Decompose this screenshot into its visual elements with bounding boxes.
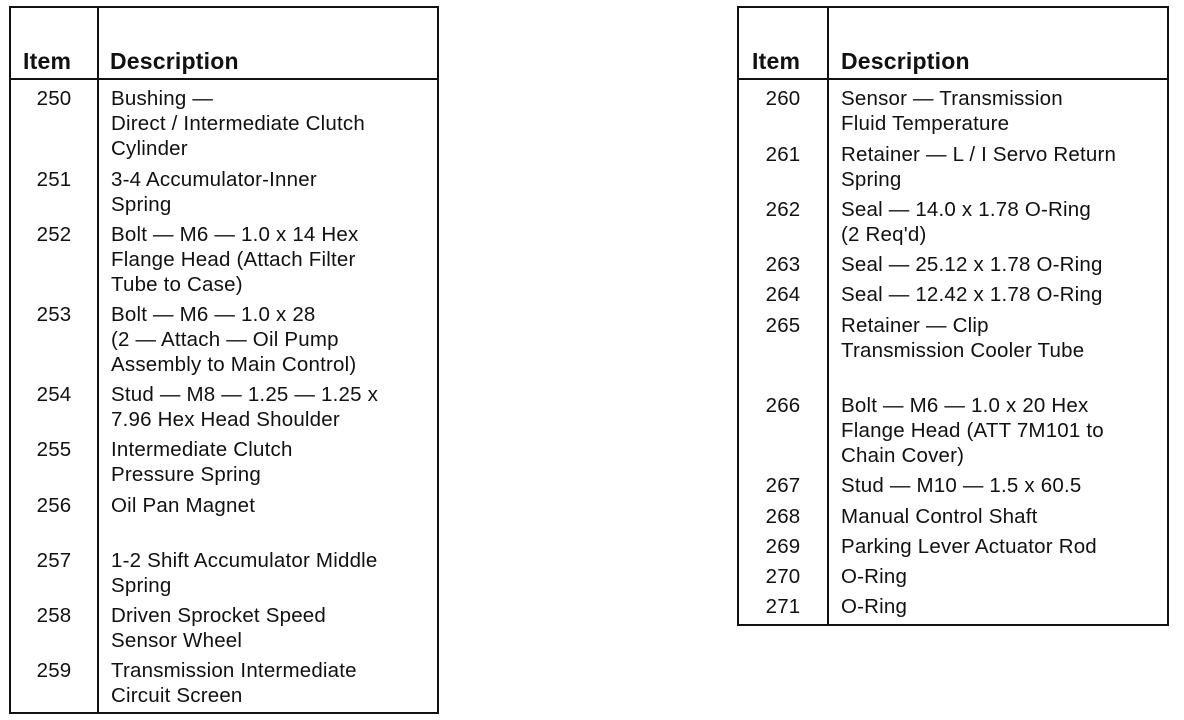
item-number: 251 (36, 168, 72, 191)
item-description: Retainer — L / I Servo Return Spring (841, 143, 1117, 191)
item-description: Oil Pan Magnet (111, 494, 256, 517)
item-number: 259 (36, 659, 72, 682)
item-number: 261 (765, 143, 801, 166)
item-description: 1-2 Shift Accumulator Middle Spring (111, 549, 378, 597)
item-number: 254 (36, 383, 72, 406)
item-description: Stud — M8 — 1.25 — 1.25 x 7.96 Hex Head Shoulder (111, 383, 379, 431)
item-description: Driven Sprocket Speed Sensor Wheel (111, 604, 327, 652)
item-description: Parking Lever Actuator Rod (841, 535, 1097, 558)
item-number: 265 (765, 314, 801, 337)
column-header-item: Item (752, 48, 801, 74)
item-number: 252 (36, 223, 72, 246)
item-description: Bolt — M6 — 1.0 x 28 (2 — Attach — Oil Pump Assembly to Main Control) (111, 303, 357, 376)
column-header-description: Description (110, 48, 239, 74)
column-divider (97, 8, 99, 712)
parts-table-right (737, 6, 1169, 626)
item-number: 253 (36, 303, 72, 326)
header-rule (739, 78, 1167, 80)
item-description: Intermediate Clutch Pressure Spring (111, 438, 293, 486)
item-description: Retainer — Clip Transmission Cooler Tube (841, 314, 1085, 362)
item-number: 266 (765, 394, 801, 417)
parts-table-left (9, 6, 439, 714)
item-description: O-Ring (841, 595, 908, 618)
item-number: 257 (36, 549, 72, 572)
item-description: Seal — 12.42 x 1.78 O-Ring (841, 283, 1103, 306)
item-description: Seal — 14.0 x 1.78 O-Ring (2 Req'd) (841, 198, 1091, 246)
item-number: 256 (36, 494, 72, 517)
item-number: 260 (765, 87, 801, 110)
item-number: 258 (36, 604, 72, 627)
column-header-description: Description (841, 48, 970, 74)
item-number: 255 (36, 438, 72, 461)
item-number: 271 (765, 595, 801, 618)
item-number: 264 (765, 283, 801, 306)
item-description: Bushing — Direct / Intermediate Clutch Cylinder (111, 87, 365, 160)
item-number: 267 (765, 474, 801, 497)
item-description: Seal — 25.12 x 1.78 O-Ring (841, 253, 1103, 276)
item-number: 262 (765, 198, 801, 221)
column-divider (827, 8, 829, 624)
item-number: 250 (36, 87, 72, 110)
item-number: 263 (765, 253, 801, 276)
item-description: Sensor — Transmission Fluid Temperature (841, 87, 1063, 135)
item-description: Stud — M10 — 1.5 x 60.5 (841, 474, 1082, 497)
item-description: Bolt — M6 — 1.0 x 20 Hex Flange Head (ATT 7M101 to Chain Cover) (841, 394, 1104, 467)
item-number: 268 (765, 505, 801, 528)
item-number: 269 (765, 535, 801, 558)
column-header-item: Item (23, 48, 72, 74)
item-number: 270 (765, 565, 801, 588)
header-rule (11, 78, 437, 80)
item-description: O-Ring (841, 565, 908, 588)
item-description: Bolt — M6 — 1.0 x 14 Hex Flange Head (Attach Filter Tube to Case) (111, 223, 359, 296)
item-description: Transmission Intermediate Circuit Screen (111, 659, 357, 707)
item-description: Manual Control Shaft (841, 505, 1038, 528)
item-description: 3-4 Accumulator-Inner Spring (111, 168, 317, 216)
